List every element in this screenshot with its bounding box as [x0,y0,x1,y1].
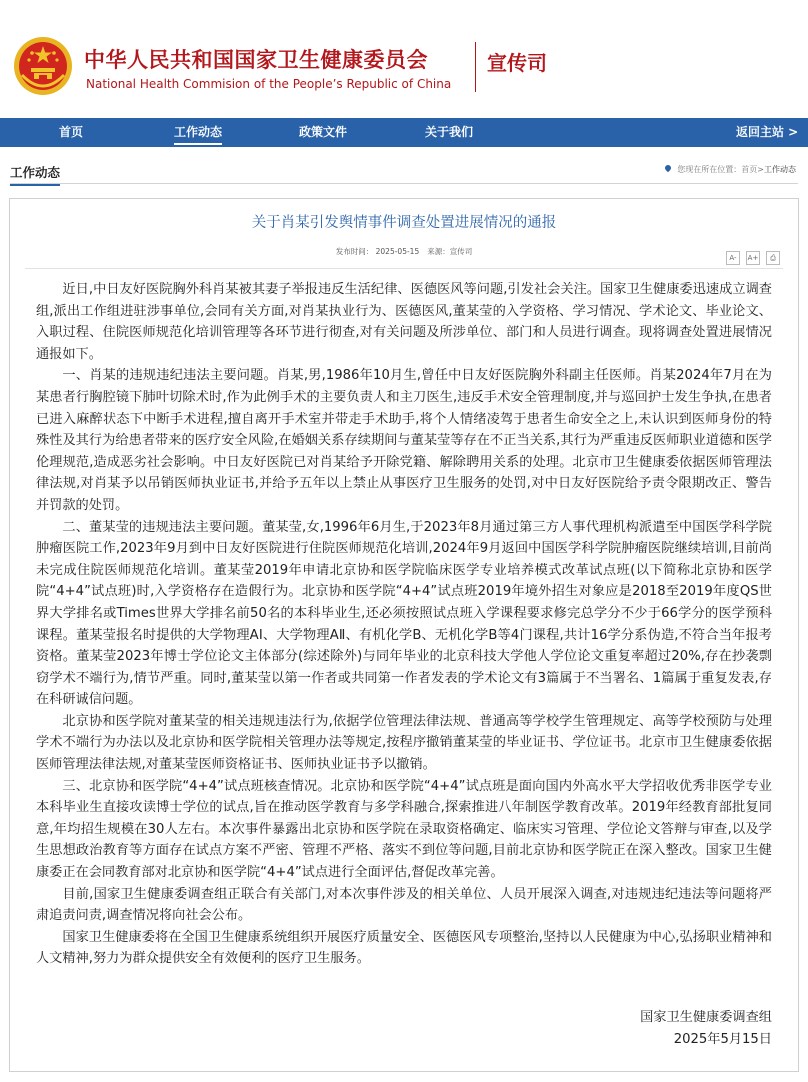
article-paragraph: 目前,国家卫生健康委调查组正联合有关部门,对本次事件涉及的相关单位、人员开展深入调查,对违规违纪违法等问题将严肃追责问责,调查情况将向社会公布。 [36,886,772,924]
publish-time: 发布时间： 2025-05-15 [335,247,420,256]
section-divider [10,183,798,184]
org-name-cn: 中华人民共和国国家卫生健康委员会 [84,48,428,72]
org-name-en: National Health Commision of the People’s Republic of China [86,77,452,91]
article-container [9,198,799,1072]
article-paragraph: 一、肖某的违规违纪违法主要问题。肖某,男,1986年10月生,曾任中日友好医院胸外科副主任医师。肖某2024年7月在为某患者行胸腔镜下肺叶切除术时,作为此例手术的主要负责人和主刀医生,违反手术安全管理制度,并与巡回护士发生争执,在患者已进入麻醉状态下中断手术进程,擅自离开手术室并带走手术助手,将个人情绪凌驾于患者生命安全之上,未认识到医师身份的特殊性及其行为给患者带来的医疗安全风险,在婚姻关系存续期间与董某莹等存在不正当关系,其行为严重违反医师职业道德和医学伦理规范,造成恶劣社会影响。中日友好医院已对肖某给予开除党籍、解除聘用关系的处理。北京市卫生健康委依据医师管理法律法规,对肖某予以吊销医师执业证书,并给予五年以上禁止从事医疗卫生服务的处罚,对中日友好医院给予责令限期改正、警告并罚款的处罚。 [36,368,772,513]
breadcrumb-current: 工作动态 [764,165,796,174]
signature-org: 国家卫生健康委调查组 [640,1010,772,1025]
breadcrumb [665,164,796,175]
nav-item-work-news[interactable]: 工作动态 [174,118,222,147]
article-source: 来源：宣传司 [427,247,473,256]
nav-item-about-us[interactable]: 关于我们 [425,125,474,139]
font-increase-icon[interactable]: A+ [746,251,760,265]
breadcrumb-label: 您现在所在位置： [677,165,742,174]
national-emblem-icon [12,35,74,97]
location-pin-icon [664,164,672,172]
article-paragraph: 北京协和医学院对董某莹的相关违规违法行为,依据学位管理法律法规、普通高等学校学生管理规定、高等学校预防与处理学术不端行为办法以及北京协和医学院相关管理办法等规定,按程序撤销董某莹的毕业证书、学位证书。北京市卫生健康委依据医师管理法律法规,对董某莹医师资格证书、医师执业证书予以撤销。 [36,713,772,773]
article-meta [10,246,798,257]
signature-date: 2025年5月15日 [673,1032,772,1047]
article-tools [720,245,780,265]
print-icon[interactable]: ⎙ [766,251,780,265]
article-paragraph: 国家卫生健康委将在全国卫生健康系统组织开展医疗质量安全、医德医风专项整治,坚持以人民健康为中心,弘扬职业精神和人文精神,努力为群众提供安全有效便利的医疗卫生服务。 [36,929,772,967]
breadcrumb-separator: > [757,165,764,174]
back-to-main-site-link[interactable]: 返回主站 > [736,125,799,139]
article-paragraph: 近日,中日友好医院胸外科肖某被其妻子举报违反生活纪律、医德医风等问题,引发社会关注。国家卫生健康委迅速成立调查组,派出工作组进驻涉事单位,会同有关方面,对肖某执业行为、医德医风,董某莹的入学资格、学习情况、学术论文、毕业论文、入职过程、住院医师规范化培训管理等各环节进行彻查,对有关问题及所涉单位、部门和人员进行调查。现将调查处置进展情况通报如下。 [36,282,772,362]
article-title: 关于肖某引发舆情事件调查处置进展情况的通报 [251,215,557,231]
article-paragraph: 二、董某莹的违规违法主要问题。董某莹,女,1996年6月生,于2023年8月通过第三方人事代理机构派遣至中国医学科学院肿瘤医院工作,2023年9月到中日友好医院进行住院医师规范化培训,2024年9月返回中国医学科学院肿瘤医院继续培训,目前尚未完成住院医师规范化培训。董某莹2019年申请北京协和医学院临床医学专业培养模式改革试点班(以下简称北京协和医学院“4+4”试点班)时,入学资格存在造假行为。北京协和医学院“4+4”试点班2019年境外招生对象应是2018至2019年度QS世界大学排名或Times世界大学排名前50名的本科毕业生,还必须按照试点班入学课程要求修完总学分不少于66学分的医学预科课程。董某莹报名时提供的大学物理AⅠ、大学物理AⅡ、有机化学B、无机化学B等4门课程,共计16学分系伪造,不符合当年报考资格。董某莹2023年博士学位论文主体部分(综述除外)与同年毕业的北京科技大学他人学位论文重复率超过20%,存在抄袭剽窃学术不端行为,情节严重。同时,董某莹以第一作者或共同第一作者发表的学术论文有3篇属于不当署名、1篇属于重复发表,存在科研诚信问题。 [36,519,772,708]
main-nav [0,118,808,147]
title-divider [25,268,783,269]
breadcrumb-home-link[interactable]: 首页 [741,165,758,174]
header-divider [475,42,476,92]
site-header [0,0,808,118]
article-paragraph: 三、北京协和医学院“4+4”试点班核查情况。北京协和医学院“4+4”试点班是面向国内外高水平大学招收优秀非医学专业本科毕业生直接攻读博士学位的试点,旨在推动医学教育与多学科融合,探索推进八年制医学教育改革。2019年经教育部批复同意,年均招生规模在30人左右。本次事件暴露出北京协和医学院在录取资格确定、临床实习管理、学位论文答辩与审查,以及学生思想政治教育等方面存在试点方案不严密、管理不严格、落实不到位等问题,目前北京协和医学院正在深入整改。国家卫生健康委正在会同教育部对北京协和医学院“4+4”试点进行全面评估,督促改革完善。 [36,778,772,881]
department-name: 宣传司 [487,51,547,75]
nav-item-home[interactable]: 首页 [59,125,84,139]
nav-item-policy-docs[interactable]: 政策文件 [299,125,348,139]
section-title: 工作动态 [10,163,60,186]
article-body [36,279,772,970]
font-decrease-icon[interactable]: A- [726,251,740,265]
